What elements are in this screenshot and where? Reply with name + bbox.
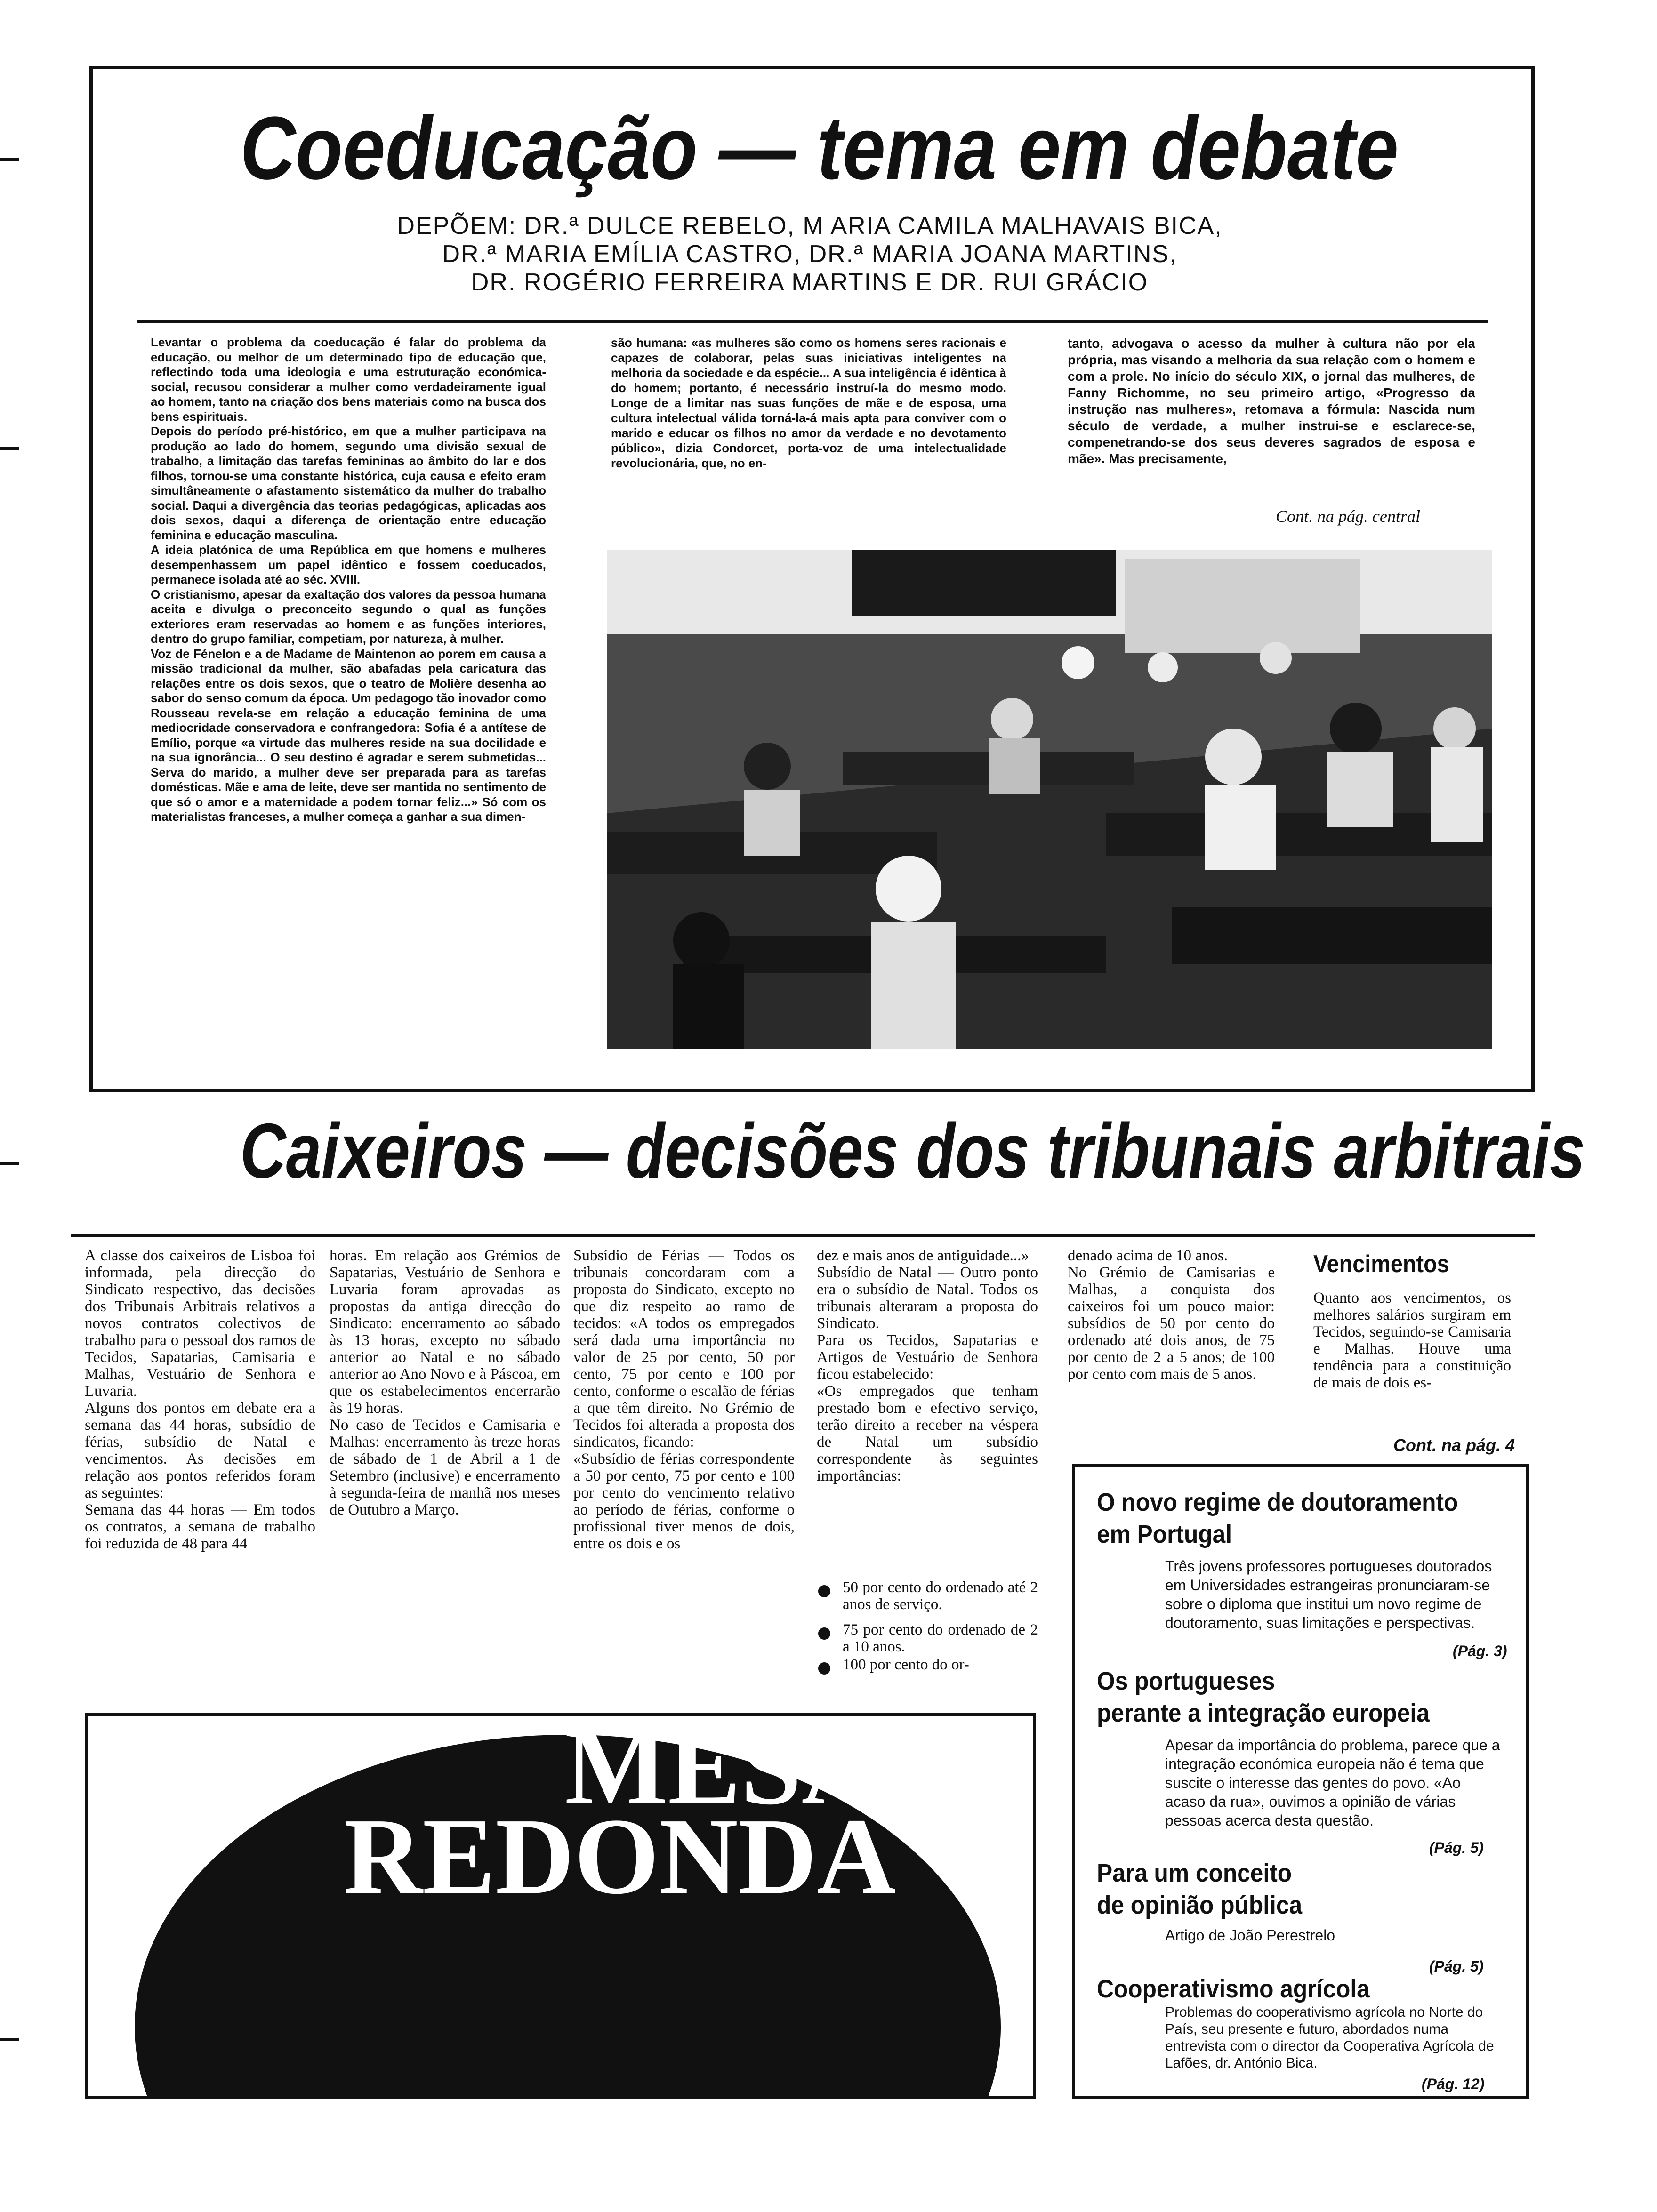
mesa-redonda-title <box>344 1707 909 1917</box>
continued-reference: Cont. na pág. central <box>1276 507 1420 526</box>
headline-caixeiros: Caixeiros — decisões dos tribunais arbitrais <box>240 1107 1585 1194</box>
article-caixeiros-col5: denado acima de 10 anos. No Grémio de Camisarias e Malhas, a conquista dos caixeiros foi um pouco maior: subsídios de 50 por cento do ordenado até dois anos, de 75 por cento de 2 a 5 anos; de 100 por cento com mais de 5 anos. <box>1068 1247 1275 1383</box>
sidebar-item-text: Artigo de João Perestrelo <box>1165 1927 1335 1944</box>
sidebar-item-page: (Pág. 12) <box>1422 2076 1485 2092</box>
margin-mark <box>0 1162 19 1165</box>
bullet-marker <box>818 1627 830 1640</box>
article-caixeiros-col2: horas. Em relação aos Grémios de Sapatarias, Vestuário de Senhora e Luvaria foram aprovadas as propostas da antiga direcção do Sindicato: encerramento ao sábado às 13 horas, excepto no sábado anterior ao Natal e no sábado anterior ao Ano Novo e à Páscoa, em que os estabelecimentos encerrarão às 19 horas. No caso de Tecidos e Camisaria e Malhas: encerramento às treze horas de sábado de 1 de Abril a 1 de Setembro (inclusive) e encerramento à segunda-feira de manhã nos meses de Outubro a Março. <box>330 1247 560 1518</box>
margin-mark <box>0 2038 19 2041</box>
margin-mark <box>0 447 19 450</box>
divider-rule <box>71 1234 1535 1237</box>
sidebar-item-title: Os portugueses perante a integração europeia <box>1097 1667 1430 1727</box>
sidebar-item-title: O novo regime de doutoramento em Portugal <box>1097 1488 1458 1548</box>
article-coeducacao-col3: tanto, advogava o acesso da mulher à cultura não por ela própria, mas visando a melhoria da sua relação com o homem e com a prole. No início do século XIX, o jornal das mulheres, de Fanny Richomme, no seu primeiro artigo, «Progresso da instrução nas mulheres», retomava a fórmula: Nascida num século de verdade, a mulher instrui-se e esclarece-se, compenetrando-se dos seus deveres sagrados de esposa e mãe». Mas precisamente, <box>1068 336 1475 466</box>
sidebar-item-text: Apesar da importância do problema, parece que a integração económica europeia não é tema que suscite o interesse das gentes do povo. «Ao acaso da rua», ouvimos a opinião de várias pessoas acerca desta questão. <box>1165 1737 1500 1829</box>
sidebar-item-text: Três jovens professores portugueses doutorados em Universidades estrangeiras pronunciaram-se sobre o diploma que institui um novo regime de doutoramento, suas limitações e perspectivas. <box>1165 1558 1492 1631</box>
bullet-item: 50 por cento do ordenado até 2 anos de serviço. <box>843 1579 1038 1613</box>
classroom-photo-illustration <box>607 550 1492 1049</box>
article-caixeiros-col1: A classe dos caixeiros de Lisboa foi informada, pela direcção do Sindicato respectivo, das decisões dos Tribunais Arbitrais relativos a novos contratos colectivos de trabalho para o pessoal dos ramos de Tecidos, Sapatarias, Camisaria e Malhas, Vestuário de Senhora e Luvaria. Alguns dos pontos em debate era a semana das 44 horas, subsídio de férias, subsídio de Natal e vencimentos. As decisões em relação aos pontos referidos foram as seguintes: Semana das 44 horas — Em todos os contratos, a semana de trabalho foi reduzida de 48 para 44 <box>85 1247 315 1552</box>
bullet-marker <box>818 1662 830 1675</box>
bullet-item: 100 por cento do or- <box>843 1656 969 1673</box>
classroom-photo <box>607 550 1492 1049</box>
article-caixeiros-col6: Quanto aos vencimentos, os melhores salários surgiram em Tecidos, seguindo-se Camisaria e Malhas. Houve uma tendência para a constituição de mais de dois es- <box>1313 1290 1511 1391</box>
sidebar-item-title: Cooperativismo agrícola <box>1097 1975 1370 2003</box>
sidebar-item-page: (Pág. 3) <box>1453 1643 1507 1659</box>
article-caixeiros-col4: dez e mais anos de antiguidade...» Subsídio de Natal — Outro ponto era o subsídio de Natal. Todos os tribunais alteraram a proposta do Sindicato. Para os Tecidos, Sapatarias e Artigos de Vestuário de Senhora ficou estabelecido: «Os empregados que tenham prestado bom e efectivo serviço, terão direito a receber na véspera de Natal um subsídio correspondente às seguintes importâncias: <box>817 1247 1038 1484</box>
margin-mark <box>0 158 19 161</box>
sidebar-item-text: Problemas do cooperativismo agrícola no Norte do País, seu presente e futuro, abordados numa entrevista com o director da Cooperativa Agrícola de Lafões, dr. António Bica. <box>1165 2004 1494 2071</box>
mesa-redonda-line1: MESA <box>564 1707 880 1827</box>
sidebar-item-page: (Pág. 5) <box>1429 1958 1484 1975</box>
bullet-item: 75 por cento do ordenado de 2 a 10 anos. <box>843 1621 1038 1655</box>
mesa-redonda-line2: REDONDA <box>344 1796 896 1917</box>
article-coeducacao-col2: são humana: «as mulheres são como os homens seres racionais e capazes de colaborar, pelas suas iniciativas inteligentes na melhoria da sociedade e da espécie... A sua inteligência é idêntica à do homem; portanto, é necessário instruí-la do mesmo modo. Longe de a limitar nas suas funções de mãe e de esposa, uma cultura intelectual válida torná-la-á mais apta para conviver com o marido e educar os filhos no amor da verdade e no devotamento público», dizia Condorcet, porta-voz de uma intelectualidade revolucionária, que, no en- <box>611 336 1006 470</box>
byline-coeducacao: DEPÕEM: DR.ª DULCE REBELO, M ARIA CAMILA MALHAVAIS BICA, DR.ª MARIA EMÍLIA CASTRO, DR.ª MARIA JOANA MARTINS, DR. ROGÉRIO FERREIRA MARTINS E DR. RUI GRÁCIO <box>397 212 1223 296</box>
vencimentos-heading: Vencimentos <box>1313 1250 1449 1278</box>
continued-reference: Cont. na pág. 4 <box>1393 1435 1515 1455</box>
sidebar-item-title: Para um conceito de opinião pública <box>1097 1859 1303 1919</box>
article-caixeiros-col3: Subsídio de Férias — Todos os tribunais concordaram com a proposta do Sindicato, excepto no que diz respeito ao ramo de tecidos: «A todos os empregados será dada uma importância no valor de 25 por cento, 50 por cento, 75 por cento e 100 por cento, conforme o escalão de férias a que têm direito. No Grémio de Tecidos foi alterada a proposta dos sindicatos, ficando: «Subsídio de férias correspondente a 50 por cento, 75 por cento e 100 por cento do vencimento relativo ao período de férias, conforme o profissional tiver menos de dois, entre os dois e os <box>573 1247 795 1552</box>
divider-rule <box>137 320 1488 323</box>
bullet-marker <box>818 1585 830 1597</box>
article-coeducacao-col1: Levantar o problema da coeducação é falar do problema da educação, ou melhor de um determinado tipo de educação que, reflectindo toda uma ideologia e uma estruturação económica-social, recusou considerar a mulher como verdadeiramente igual ao homem, tanto na criação dos bens materiais como na busca dos bens espirituais. Depois do período pré-histórico, em que a mulher participava na produção ao lado do homem, segundo uma divisão sexual de trabalho, a limitação das tarefas femininas ao âmbito do lar e dos filhos, tornou-se uma constante histórica, cuja causa e efeito eram simultâneamente o afastamento sistemático da mulher do trabalho social. Daqui a divergência das teorias pedagógicas, aplicadas aos dois sexos, daqui a diferença de orientação entre educação feminina e educação masculina. A ideia platónica de uma República em que homens e mulheres desempenhassem um papel idêntico e fossem coeducados, permanece isolada até ao séc. XVIII. O cristianismo, apesar da exaltação dos valores da pessoa humana aceita e divulga o preconceito segundo o qual as funções exteriores eram reservadas ao homem e as funções interiores, dentro do grupo familiar, competiam, por natureza, à mulher. Voz de Fénelon e a de Madame de Maintenon ao porem em causa a missão tradicional da mulher, são abafadas pela caricatura das relações entre os dois sexos, que o teatro de Molière desenha ao sabor do senso comum da época. Um pedagogo tão inovador como Rousseau revela-se em relação a educação feminina de uma mediocridade conservadora e confrangedora: Sofia é a antítese de Emílio, porque «a virtude das mulheres reside na sua docilidade e na sua ignorância... O seu destino é agradar e serem submetidas... Serva do marido, a mulher deve ser preparada para as tarefas domésticas. Mãe e ama de leite, deve ser mantida no sentimento de que só o amor e a maternidade a podem tornar feliz...» Só com os materialistas franceses, a mulher começa a ganhar a sua dimen- <box>151 335 546 824</box>
headline-coeducacao: Coeducação — tema em debate <box>240 98 1399 198</box>
sidebar-item-page: (Pág. 5) <box>1429 1839 1484 1856</box>
